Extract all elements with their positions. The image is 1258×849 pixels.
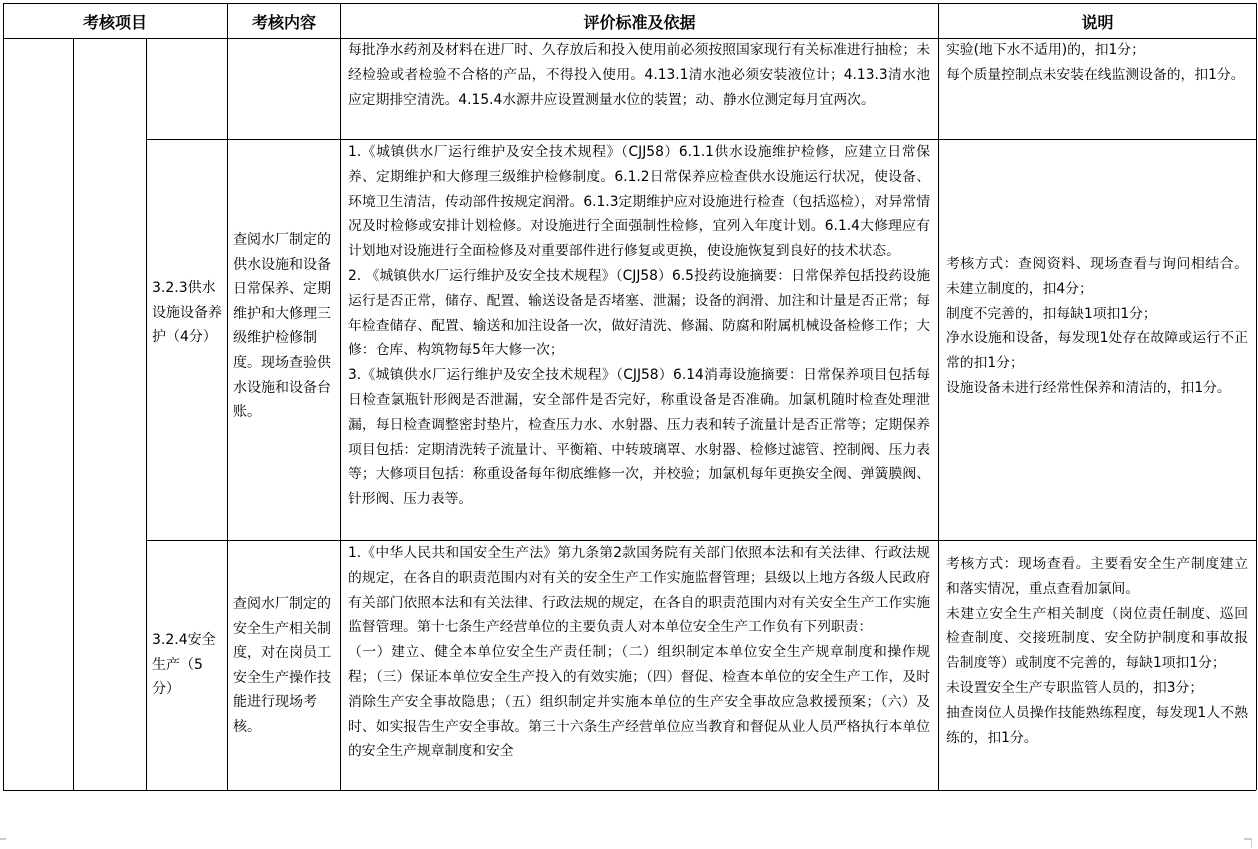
row2-standard-p1: 1.《城镇供水厂运行维护及安全技术规程》（CJJ58）6.1.1供水设施维护检修，应建立日常保养、定期维护和大修理三级维护检修制度。6.1.2日常保养应检查供水设施运行状况，使设备、环境卫生清洁，传动部件按规定润滑。6.1.3定期维护应对设施进行检查（包括巡检），对异常情况及时检修或安排计划检修。对设施进行全面强制性检修，宜列入年度计划。6.1.4大修理应有计划地对设施进行全面检修及对重要部件进行修复或更换，使设施恢复到良好的技术状态。 (348, 144, 930, 260)
row1-standard-p1: 每批净水药剂及材料在进厂时、久存放后和投入使用前必须按照国家现行有关标准进行抽检；未经检验或者检验不合格的产品，不得投入使用。4.13.1清水池必须安装液位计；4.13.3清水池应定期排空清洗。4.15.4水源井应设置测量水位的装置；动、静水位测定每月宜两次。 (348, 42, 930, 108)
row1-note-p2: 每个质量控制点未安装在线监测设备的，扣1分。 (946, 66, 1245, 83)
row3-standard-p1: 1.《中华人民共和国安全生产法》第九条第2款国务院有关部门依照本法和有关法律、行政法规的规定，在各自的职责范围内对有关的安全生产工作实施监督管理；县级以上地方各级人民政府有关部门依照本法和有关法律、行政法规的规定，在各自的职责范围内对有关安全生产工作实施监督管理。第十七条生产经营单位的主要负责人对本单位安全生产工作负有下列职责： (348, 545, 930, 636)
col-border-6 (1256, 3, 1257, 790)
header-standard: 评价标准及依据 (583, 12, 696, 32)
row3-item: 3.2.4安全生产（5分） (152, 632, 216, 697)
row3-note-p1: 考核方式：现场查看。主要看安全生产制度建立和落实情况，重点查看加氯间。 (946, 556, 1248, 597)
row3-note-p2: 未建立安全生产相关制度（岗位责任制度、巡回检查制度、交接班制度、安全防护制度和事故报告制度等）或制度不完善的，每缺1项扣1分； (946, 605, 1248, 672)
row2-note-p3: 净水设施和设备，每发现1处存在故障或运行不正常的扣1分； (946, 330, 1248, 372)
row2-note-p4: 设施设备未进行经常性保养和清洁的，扣1分。 (946, 379, 1231, 396)
row2-standard (348, 140, 930, 512)
row3-standard (348, 541, 930, 789)
row2-standard-p2: 2. 《城镇供水厂运行维护及安全技术规程》（CJJ58）6.5投药设施摘要：日常保养包括投药设施运行是否正常，储存、配置、输送设备是否堵塞、泄漏；设备的润滑、加注和计量是否正常；每年检查储存、配置、输送和加注设备一次，做好清洗、修漏、防腐和附属机械设备检修工作；大修：仓库、构筑物每5年大修一次； (348, 267, 930, 359)
header-content: 考核内容 (251, 12, 316, 32)
row2-note-p1: 考核方式：查阅资料、现场查看与询问相结合。未建立制度的，扣4分； (946, 256, 1248, 297)
col-border-1 (73, 38, 74, 790)
row3-content: 查阅水厂制定的安全生产相关制度，对在岗员工安全生产操作技能进行现场考核。 (233, 596, 331, 735)
col-border-5 (938, 3, 939, 790)
row3-note-p3: 未设置安全生产专职监管人员的，扣3分； (946, 679, 1204, 696)
row3-note-p4: 抽查岗位人员操作技能熟练程度，每发现1人不熟练的，扣1分。 (946, 704, 1248, 746)
row2-standard-p3: 3.《城镇供水厂运行维护及安全技术规程》（CJJ58）6.14消毒设施摘要：日常保养项目包括每日检查氯瓶针形阀是否泄漏，安全部件是否完好，称重设备是否准确。加氯机随时检查处理泄漏，每日检查调整密封垫片，检查压力水、水射器、压力表和转子流量计是否正常等；定期保养项目包括：定期清洗转子流量计、平衡箱、中转玻璃罩、水射器、检修过滤管、控制阀、压力表等；大修项目包括：称重设备每年彻底维修一次，并校验；加氯机每年更换安全阀、弹簧膜阀、针形阀、压力表等。 (348, 367, 930, 508)
row2-content: 查阅水厂制定的供水设施和设备日常保养、定期维护和大修理三级维护检修制度。现场查验供水设施和设备台账。 (233, 232, 331, 421)
page-corner-mark-right (1244, 836, 1252, 848)
col-border-3 (227, 3, 228, 790)
table-bottom-border (3, 790, 1256, 791)
col-border-2 (146, 38, 147, 790)
row1-standard (348, 38, 930, 112)
header-note: 说明 (1081, 12, 1114, 32)
row1-note-p1: 实验(地下水不适用)的，扣1分； (946, 42, 1145, 58)
row2-item: 3.2.3供水设施设备养护（4分） (152, 280, 222, 345)
col-border-0 (3, 3, 4, 790)
row3-note (946, 552, 1248, 750)
row2-note (946, 252, 1248, 401)
row2-note-p2: 制度不完善的，扣每缺1项扣1分； (946, 305, 1157, 322)
page-corner-mark-left (0, 836, 8, 848)
row3-standard-p2: （一）建立、健全本单位安全生产责任制；（二）组织制定本单位安全生产规章制度和操作规程；（三）保证本单位安全生产投入的有效实施；（四）督促、检查本单位的安全生产工作，及时消除生产安全事故隐患；（五）组织制定并实施本单位的生产安全事故应急救援预案；（六）及时、如实报告生产安全事故。第三十六条生产经营单位应当教育和督促从业人员严格执行本单位的安全生产规章制度和安全 (348, 644, 930, 760)
col-border-4 (340, 3, 341, 790)
header-item: 考核项目 (82, 12, 147, 32)
row1-note (946, 38, 1248, 88)
